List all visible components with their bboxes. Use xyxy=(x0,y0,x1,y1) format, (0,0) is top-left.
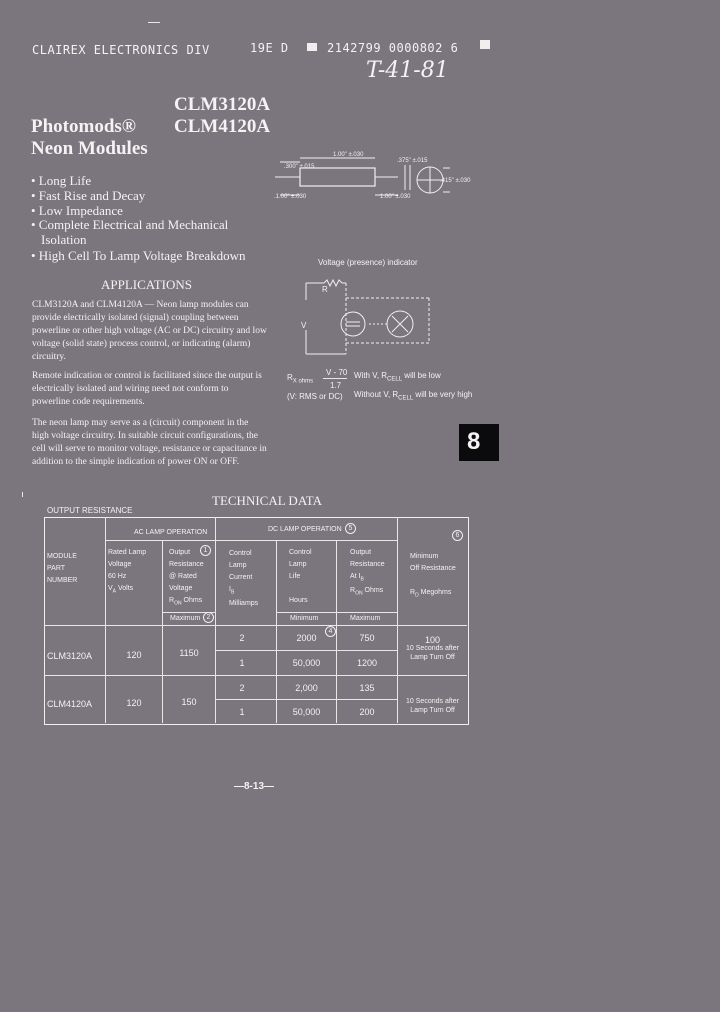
row-2-control-b: 1 xyxy=(239,707,245,717)
row-1-module: CLM3120A xyxy=(47,651,93,661)
model-1: CLM3120A xyxy=(174,94,271,115)
formula-bar xyxy=(323,378,347,379)
formula-numerator: V - 70 xyxy=(326,368,348,377)
header-line: Output xyxy=(169,549,191,556)
with-voltage-note xyxy=(354,371,441,383)
applications-paragraph-2: Remote indication or control is facilitated since the output is electrically isolated and wiring need not conform to powerline code requirements. xyxy=(32,371,262,407)
header-life xyxy=(289,547,312,607)
row-2-rated: 120 xyxy=(126,698,142,708)
header-minimum-off xyxy=(410,551,456,601)
header-part: V xyxy=(108,585,113,592)
row-line xyxy=(105,540,397,541)
without-v-tail: will be very high xyxy=(415,390,473,399)
header-block xyxy=(307,43,317,51)
note-line: Lamp Turn Off xyxy=(410,707,455,714)
minimum-label: Minimum xyxy=(290,615,319,622)
formula-rx xyxy=(287,373,313,385)
header-sub: A xyxy=(112,588,117,595)
header-line xyxy=(410,587,456,601)
applications-heading: APPLICATIONS xyxy=(101,277,193,292)
page-tab-number: 8 xyxy=(467,428,481,455)
formula-note: (V: RMS or DC) xyxy=(287,392,343,401)
header-sub: ON xyxy=(174,600,182,607)
row-2-module: CLM4120A xyxy=(47,699,93,709)
header-dc-resistance xyxy=(350,547,385,600)
model-2: CLM4120A xyxy=(174,116,271,137)
dim-1: .300" ±.015 xyxy=(284,164,315,170)
maximum-label-2: Maximum xyxy=(350,615,381,622)
header-line: Current xyxy=(229,574,253,581)
row-line xyxy=(215,650,397,651)
header-part: Megohms xyxy=(420,589,452,596)
row-2-dcres-b: 200 xyxy=(359,707,375,717)
row-1-rated: 120 xyxy=(126,650,142,660)
ac-op-label: AC LAMP OPERATION xyxy=(134,529,208,536)
page-number: —8-13— xyxy=(234,781,275,792)
note-5-icon: 5 xyxy=(345,523,356,534)
header-part: R xyxy=(169,597,175,604)
header-line: PART xyxy=(47,565,66,572)
header-sub: D xyxy=(415,592,419,599)
header-module xyxy=(47,551,77,587)
header-line: @ Rated xyxy=(169,573,197,580)
note-line: Lamp Turn Off xyxy=(410,654,455,661)
row-1-min-note xyxy=(398,644,467,662)
feature-item: • Fast Rise and Decay xyxy=(31,188,146,203)
header-sub: B xyxy=(360,576,364,583)
circuit-v-label: V xyxy=(301,321,307,330)
family-line-1: Photomods® xyxy=(31,116,136,137)
output-resistance-label: OUTPUT RESISTANCE xyxy=(47,506,133,515)
row-1-control-a: 2 xyxy=(239,633,245,643)
header-line xyxy=(169,595,204,609)
header-part: R xyxy=(350,587,356,595)
header-tick xyxy=(148,22,160,23)
header-line: Control xyxy=(289,549,312,556)
header-line xyxy=(108,583,146,597)
header-line: Resistance xyxy=(350,561,385,568)
note-line: 10 Seconds after xyxy=(406,645,459,652)
row-2-dcres-a: 135 xyxy=(359,683,375,693)
header-part: At I xyxy=(350,573,361,580)
dim-3: .375" ±.015 xyxy=(397,158,428,164)
row-line xyxy=(44,625,467,626)
header-line: Output xyxy=(350,549,372,556)
header-line: Voltage xyxy=(169,585,193,592)
col-line xyxy=(105,517,106,723)
header-line: Rated Lamp xyxy=(108,549,147,556)
header-line: Voltage xyxy=(108,561,132,568)
dim-5: 1.00" ±.030 xyxy=(380,194,411,200)
circuit-caption: Voltage (presence) indicator xyxy=(318,258,418,267)
col-line xyxy=(276,540,277,723)
header-control xyxy=(229,548,258,610)
header-line: Lamp xyxy=(289,561,307,568)
dc-op-label: DC LAMP OPERATION xyxy=(268,526,342,533)
page-tab xyxy=(459,424,499,461)
header-line: NUMBER xyxy=(47,577,78,584)
handwritten-code: T-41-81 xyxy=(366,58,449,83)
tick-mark xyxy=(22,492,23,497)
row-1-life-b: 50,000 xyxy=(292,658,321,668)
formula-rx-sub: X ohms xyxy=(292,378,314,385)
maximum-label: Maximum xyxy=(170,615,201,622)
without-v-text: Without V, R xyxy=(354,390,399,399)
row-1-life-a: 2000 xyxy=(296,633,317,643)
row-2-life-b: 50,000 xyxy=(292,707,321,717)
with-v-tail: will be low xyxy=(404,371,441,380)
dim-2: 1.00" ±.030 xyxy=(333,152,364,158)
dim-6: .1.00" ±.030 xyxy=(274,194,307,200)
row-2-control-a: 2 xyxy=(239,683,245,693)
formula-denominator: 1.7 xyxy=(330,381,342,390)
with-v-text: With V, R xyxy=(354,371,388,380)
feature-item: • Long Life xyxy=(31,173,92,188)
header-line xyxy=(289,583,312,595)
feature-item: • Complete Electrical and Mechanical xyxy=(31,217,229,232)
family-line-2: Neon Modules xyxy=(31,138,148,159)
header-line: MODULE xyxy=(47,553,77,560)
col-line xyxy=(397,517,398,723)
note-1-icon: 1 xyxy=(200,545,211,556)
circuit-diagram xyxy=(296,278,446,360)
row-line xyxy=(44,675,467,676)
header-line xyxy=(350,571,385,585)
note-2-icon: 2 xyxy=(203,612,214,623)
header-line: Life xyxy=(289,573,301,580)
note-6-icon: 6 xyxy=(452,530,463,541)
header-line: Minimum xyxy=(410,553,439,560)
dim-4: .415" ±.030 xyxy=(440,178,471,184)
header-part: R xyxy=(410,589,416,596)
formula-rx-label: R xyxy=(287,373,293,382)
header-line: Resistance xyxy=(169,561,204,568)
header-line xyxy=(410,575,456,587)
note-line: 10 Seconds after xyxy=(406,698,459,705)
row-2-min-note xyxy=(398,697,467,715)
header-line: Off Resistance xyxy=(410,565,456,572)
note-4-icon: 4 xyxy=(325,626,336,637)
header-line: 60 Hz xyxy=(108,573,127,580)
header-part: Ohms xyxy=(364,587,384,595)
feature-item: Isolation xyxy=(41,232,87,247)
header-line: Milliamps xyxy=(229,600,259,608)
header-block-2 xyxy=(480,40,490,49)
applications-paragraph-1: CLM3120A and CLM4120A — Neon lamp modules can provide electrically isolated (signal) coupling between powerline or other high voltage (AC or DC) circuitry and low voltage (solid state) process control, or indicating (alarm) circuitry. xyxy=(32,300,267,362)
header-line xyxy=(350,585,385,599)
header-rated xyxy=(108,547,146,597)
without-voltage-note xyxy=(354,390,472,402)
technical-heading: TECHNICAL DATA xyxy=(212,493,323,508)
col-line xyxy=(336,540,337,723)
row-1-min: 100 xyxy=(424,635,441,645)
header-part: Volts xyxy=(117,585,134,592)
header-line: Hours xyxy=(289,597,308,604)
feature-item: • Low Impedance xyxy=(31,203,123,218)
header-code: 19E D xyxy=(250,41,289,55)
row-2-output: 150 xyxy=(181,697,197,707)
header-part: Ohms xyxy=(183,597,203,604)
row-1-control-b: 1 xyxy=(239,658,245,668)
header-line xyxy=(229,584,258,598)
col-line xyxy=(162,540,163,723)
without-v-sub: CELL xyxy=(398,395,414,402)
header-sub: ON xyxy=(355,590,363,597)
header-line: Control xyxy=(229,550,252,557)
row-1-dcres-b: 1200 xyxy=(356,658,378,668)
applications-paragraph-3: The neon lamp may serve as a (circuit) component in the high voltage circuitry. In suitable circuit configurations, the cell will serve to monitor voltage, resistance or capacitance in addition to the simple indication of power ON or OFF. xyxy=(32,418,267,467)
header-output xyxy=(169,547,204,609)
company-name: CLAIREX ELECTRONICS DIV xyxy=(32,43,210,57)
row-2-life-a: 2,000 xyxy=(295,683,318,693)
with-v-sub: CELL xyxy=(387,376,403,383)
header-sub: B xyxy=(230,589,235,596)
circuit-r-label: R xyxy=(322,285,328,294)
header-barcode-text: 2142799 0000802 6 xyxy=(327,41,459,55)
header-line: Lamp xyxy=(229,562,247,569)
header-part: I xyxy=(229,586,231,593)
row-1-output: 1150 xyxy=(179,648,199,658)
row-line xyxy=(215,699,397,700)
row-1-dcres-a: 750 xyxy=(359,633,375,643)
feature-item: • High Cell To Lamp Voltage Breakdown xyxy=(31,248,246,263)
